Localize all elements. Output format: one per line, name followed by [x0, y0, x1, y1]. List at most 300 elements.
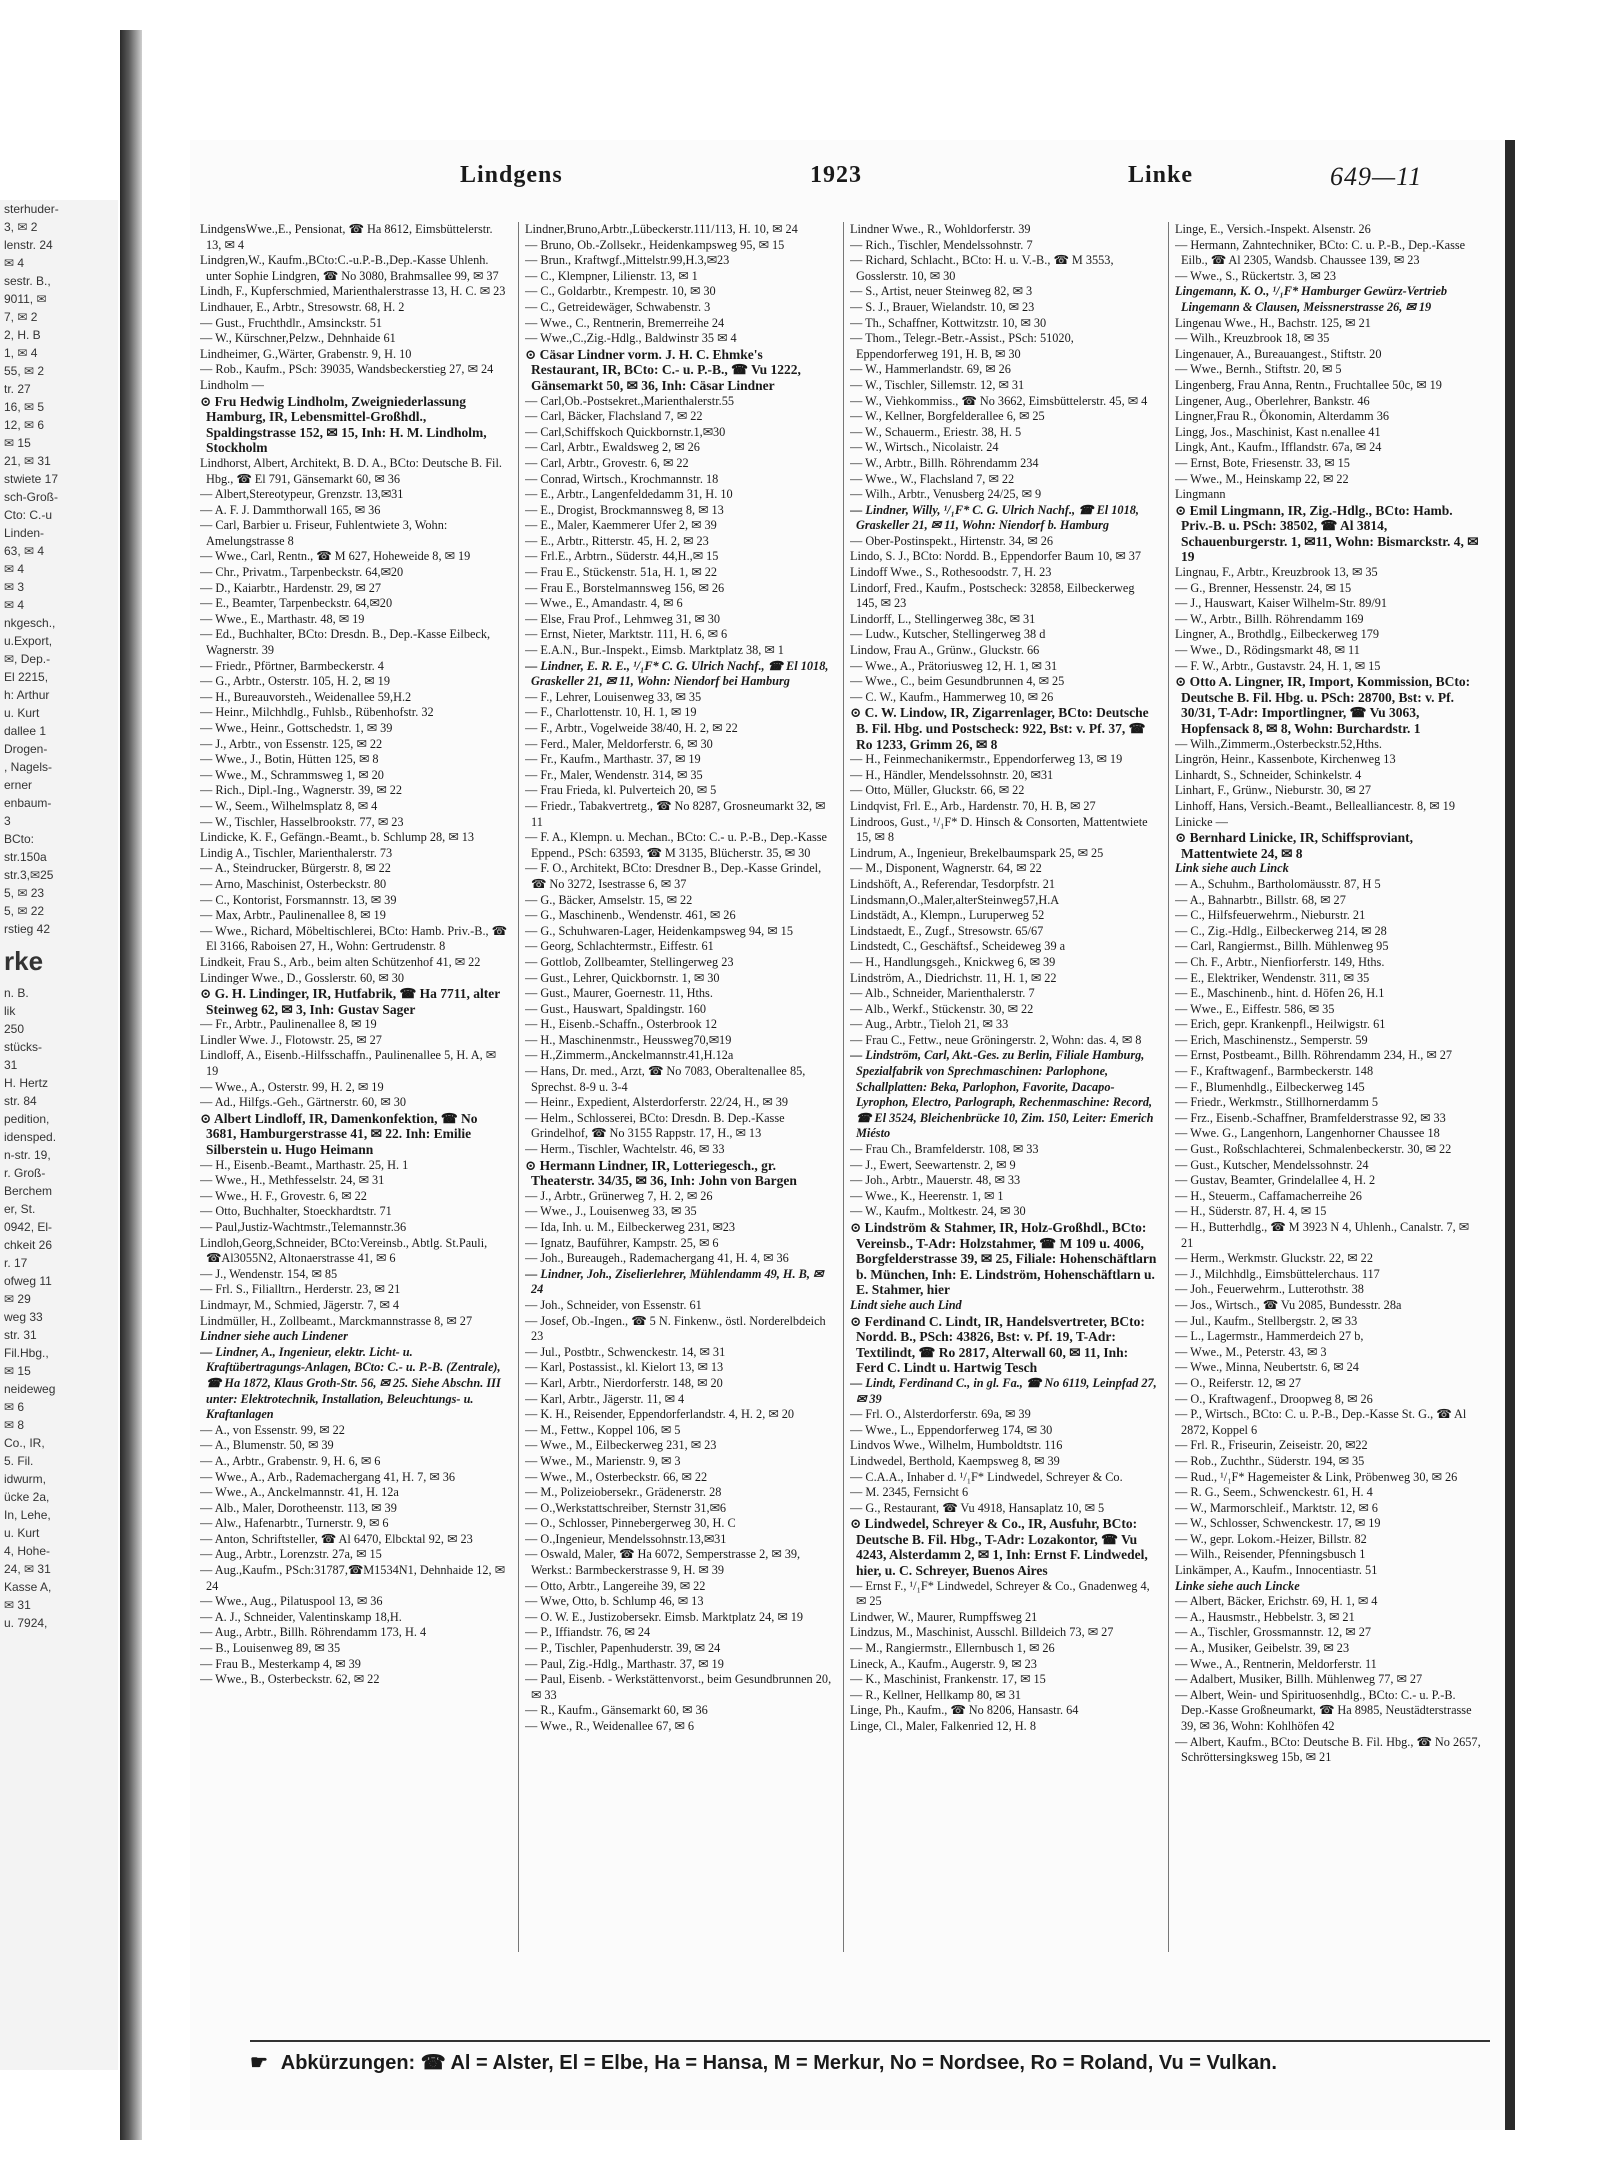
previous-page-line: ✉ 4 [4, 598, 25, 612]
previous-page-line: ✉, Dep.- [4, 652, 51, 666]
directory-entry: — Frl. S., Filialltrn., Herderstr. 23, ✉ 21 [200, 1282, 401, 1297]
previous-page-line: ✉ 15 [4, 1364, 31, 1378]
directory-entry: — Frau E., Borstelmannsweg 156, ✉ 26 [525, 580, 725, 595]
previous-page-line: 9011, ✉ [4, 292, 47, 306]
directory-entry: — Wwe., W., Flachsland 7, ✉ 22 [850, 471, 1015, 486]
directory-entry: Lindstaedt, E., Zugf., Stresowstr. 65/67 [850, 923, 1044, 938]
directory-entry: — Wwe., A., Anckelmannstr. 41, H. 12a [200, 1485, 399, 1500]
directory-entry: Lindsmann,O.,Maler,alterSteinweg57,H.A [850, 892, 1060, 907]
directory-entry: — Gust., Roßschlachterei, Schmalenbeckerstr. 30, ✉ 22 [1175, 1142, 1452, 1157]
previous-page-line: 2, H. B [4, 328, 41, 342]
directory-entry: — Rob., Kaufm., PSch: 39035, Wandsbeckerstieg 27, ✉ 24 [200, 362, 494, 377]
directory-entry: — Wwe., M., Marienstr. 9, ✉ 3 [525, 1453, 681, 1468]
previous-page-line: In, Lehe, [4, 1508, 51, 1522]
abbreviations-text: ☎ Al = Alster, El = Elbe, Ha = Hansa, M = Merkur, No = Nordsee, Ro = Roland, Vu = Vulkan. [420, 2052, 1277, 2074]
directory-entry: Lindqvist, Frl. E., Arb., Hardenstr. 70, H. B, ✉ 27 [850, 798, 1096, 813]
abbreviations-footer [250, 2040, 1490, 2090]
directory-entry: — Karl, Arbtr., Jägerstr. 11, ✉ 4 [525, 1391, 685, 1406]
directory-entry: — Ch. F., Arbtr., Nienfiorferstr. 149, Hths. [1175, 954, 1385, 969]
previous-page-line: 1, ✉ 4 [4, 346, 38, 360]
directory-entry: ⊙ Emil Lingmann, IR, Zig.-Hdlg., BCto: Hamb. Priv.-B. u. PSch: 38502, ☎ Al 3814, Schauenburgerstr. 1, ✉11, Wohn: Bismarckstr. 4, ✉ 19 [1175, 502, 1479, 565]
directory-entry: — Max, Arbtr., Paulinenallee 8, ✉ 19 [200, 908, 386, 923]
directory-entry: Lindgren,W., Kaufm.,BCto:C.-u.P.-B.,Dep.-Kasse Uhlenh. unter Sophie Lindgren, ☎ No 3080, Brahmsallee 99, ✉ 37 [200, 253, 499, 283]
directory-entry: Lingener, Aug., Oberlehrer, Bankstr. 46 [1175, 393, 1370, 408]
directory-entry: — Frl. O., Alsterdorferstr. 69a, ✉ 39 [850, 1407, 1031, 1422]
directory-entry: — Wwe., M., Osterbeckstr. 66, ✉ 22 [525, 1469, 708, 1484]
directory-entry: — C., Kontorist, Forsmannstr. 13, ✉ 39 [200, 892, 397, 907]
header-first-entry: Lindgens [460, 162, 563, 188]
previous-page-line: Kasse A, [4, 1580, 52, 1594]
directory-entry: — E., Drogist, Brockmannsweg 8, ✉ 13 [525, 502, 724, 517]
directory-entry: — H., Maschinenmstr., Heussweg70,✉19 [525, 1032, 732, 1047]
directory-entry: LindgensWwe.,E., Pensionat, ☎ Ha 8612, Eimsbüttelerstr. 13, ✉ 4 [200, 222, 493, 252]
directory-entry: — Wwe., Heinr., Gottschedstr. 1, ✉ 39 [200, 721, 393, 735]
directory-entry: — Frau B., Mesterkamp 4, ✉ 39 [200, 1656, 361, 1671]
directory-entry: ⊙ Lindwedel, Schreyer & Co., IR, Ausfuhr, BCto: Deutsche B. Fil. Hbg., T-Adr: Lozakontor, ☎ Vu 4243, Alsterdamm 2, ✉ 1, Inh: Ernst F. Lindwedel, hier, u. C. Schreyer, Buenos Aires [850, 1516, 1148, 1579]
directory-entry: — Wwe., E., Amandastr. 4, ✉ 6 [525, 596, 683, 611]
directory-entry: — Wilh., Reisender, Pfenningsbusch 1 [1175, 1547, 1366, 1562]
directory-entry: — Frz., Eisenb.-Schaffner, Bramfelderstrasse 92, ✉ 33 [1175, 1110, 1446, 1125]
directory-entry: — H., Steuerm., Caffamacherreihe 26 [1175, 1188, 1362, 1203]
directory-entry: Lindh, F., Kupferschmied, Marienthalerstrasse 13, H. C. ✉ 23 [200, 284, 506, 299]
previous-page-line: 3, ✉ 2 [4, 220, 38, 234]
previous-page-line: ✉ 4 [4, 256, 25, 270]
directory-entry: — A., Hausmstr., Hebbelstr. 3, ✉ 21 [1175, 1609, 1355, 1624]
directory-entry: Lindoff Wwe., S., Rothesoodstr. 7, H. 23 [850, 565, 1052, 580]
previous-page-line: BCto: [4, 832, 35, 846]
directory-entry: — Ferd., Maler, Meldorferstr. 6, ✉ 30 [525, 736, 713, 751]
previous-page-line: str.150a [4, 850, 47, 864]
directory-entry: — C., Hilfsfeuerwehrm., Nieburstr. 21 [1175, 908, 1366, 923]
directory-entry: Linke siehe auch Lincke [1175, 1578, 1300, 1593]
directory-entry: — L., Lagermstr., Hammerdeich 27 b, [1175, 1329, 1364, 1344]
directory-entry: — J., Arbtr., von Essenstr. 125, ✉ 22 [200, 736, 383, 751]
directory-entry: — Joh., Bureaugeh., Rademachergang 41, H. 4, ✉ 36 [525, 1251, 789, 1266]
directory-entry: — Wwe., M., Schrammsweg 1, ✉ 20 [200, 767, 384, 782]
directory-entry: ⊙ C. W. Lindow, IR, Zigarrenlager, BCto: Deutsche B. Fil. Hbg. und Postscheck: 922, Bst: v. Pf. 37, ☎ Ro 1233, Grimm 26, ✉ 8 [850, 705, 1149, 752]
directory-entry: — H., Eisenb.-Schaffn., Osterbrook 12 [525, 1017, 718, 1032]
directory-entry: — Ober-Postinspekt., Hirtenstr. 34, ✉ 26 [850, 533, 1054, 548]
previous-page-fragment [0, 200, 118, 2070]
directory-entry: — Karl, Postassist., kl. Kielort 13, ✉ 13 [525, 1360, 724, 1375]
page-header [190, 140, 1505, 200]
directory-entry: — A., Schuhm., Bartholomäusstr. 87, H 5 [1175, 876, 1381, 891]
previous-page-line: 0942, El- [4, 1220, 53, 1234]
directory-entry: — C. W., Kaufm., Hammerweg 10, ✉ 26 [850, 689, 1054, 704]
directory-entry: — Erich, Maschinenstz., Semperstr. 59 [1175, 1032, 1368, 1047]
directory-entry: Lindow, Frau A., Grünw., Gluckstr. 66 [850, 643, 1040, 658]
directory-entry: — Wwe., L., Eppendorferweg 174, ✉ 30 [850, 1422, 1053, 1437]
directory-entry: — A., Arbtr., Grabenstr. 9, H. 6, ✉ 6 [200, 1453, 381, 1468]
directory-entry: — W., Arbtr., Billh. Röhrendamm 169 [1175, 611, 1364, 626]
directory-entry: — Paul, Zig.-Hdlg., Marthastr. 37, ✉ 19 [525, 1656, 724, 1671]
directory-entry: Lindrum, A., Ingenieur, Brekelbaumspark 25, ✉ 25 [850, 845, 1104, 860]
previous-page-line: n-str. 19, [4, 1148, 51, 1162]
directory-entry: — W., Hammerlandstr. 69, ✉ 26 [850, 362, 1011, 377]
directory-entry: — W., Schlosser, Schwenckestr. 17, ✉ 19 [1175, 1516, 1381, 1531]
directory-entry: Lindhauer, E., Arbtr., Stresowstr. 68, H. 2 [200, 299, 405, 314]
directory-entry: — O.,Ingenieur, Mendelssohnstr.13,✉31 [525, 1531, 727, 1546]
directory-entry: Lingner,Frau R., Ökonomin, Alterdamm 36 [1175, 409, 1389, 424]
directory-entry: — Josef, Ob.-Ingen., ☎ 5 N. Finkenw., östl. Norderelbdeich 23 [525, 1313, 826, 1344]
previous-page-line: 31 [4, 1058, 18, 1072]
page-number: 649—11 [1330, 162, 1423, 191]
previous-page-line: dallee 1 [4, 724, 47, 738]
directory-entry: — W., Kellner, Borgfelderallee 6, ✉ 25 [850, 409, 1045, 424]
previous-page-line: nkgesch., [4, 616, 56, 630]
directory-entry: — Hans, Dr. med., Arzt, ☎ No 7083, Oberaltenallee 85, Sprechst. 8-9 u. 3-4 [525, 1064, 806, 1094]
directory-entry: — Joh., Feuerwehrm., Lutterothstr. 38 [1175, 1282, 1364, 1297]
directory-entry: — Wwe., Carl, Rentn., ☎ M 627, Hoheweide 8, ✉ 19 [200, 549, 471, 564]
previous-page-line: ücke 2a, [4, 1490, 50, 1504]
directory-entry: — Lindström, Carl, Akt.-Ges. zu Berlin, Filiale Hamburg, Spezialfabrik von Sprechmaschinen: Parlophone, Schallplatten: Beka, Parlophon, Favorite, Dacapo-Lyrophon, Electro, Parlograph, Rechenmaschine: Record, ☎ El 3524, Bleichenbrücke 10, Zim. 150, Leiter: Emerich Miésto [850, 1048, 1154, 1141]
directory-entry: — Aug., Arbtr., Lorenzstr. 27a, ✉ 15 [200, 1547, 382, 1562]
directory-entry: — E., Maschinenb., hint. d. Höfen 26, H.1 [1175, 986, 1385, 1001]
directory-entry: — Gustav, Beamter, Grindelallee 4, H. 2 [1175, 1173, 1376, 1188]
directory-entry: — A., Tischler, Grossmannstr. 12, ✉ 27 [1175, 1625, 1371, 1640]
directory-entry: — Ida, Inh. u. M., Eilbeckerweg 231, ✉23 [525, 1220, 736, 1234]
directory-entry: — W., Tischler, Sillemstr. 12, ✉ 31 [850, 377, 1025, 392]
previous-page-line: 55, ✉ 2 [4, 364, 45, 378]
directory-entry: — Wwe., A., Prätoriusweg 12, H. 1, ✉ 31 [850, 658, 1058, 673]
directory-entry: — Fr., Kaufm., Marthastr. 37, ✉ 19 [525, 752, 701, 767]
directory-entry: Linhardt, S., Schneider, Schinkelstr. 4 [1175, 767, 1362, 782]
directory-entry: Linhoff, Hans, Versich.-Beamt., Bellealliancestr. 8, ✉ 19 [1175, 798, 1455, 813]
directory-entry: — S., Artist, neuer Steinweg 82, ✉ 3 [850, 284, 1033, 299]
previous-page-line: sch-Groß- [4, 490, 58, 504]
previous-page-line: 5, ✉ 22 [4, 904, 45, 918]
directory-entry: — Ignatz, Bauführer, Kampstr. 25, ✉ 6 [525, 1235, 719, 1250]
directory-entry: — E., Arbtr., Langenfeldedamm 31, H. 10 [525, 487, 733, 502]
directory-entry: — Carl, Barbier u. Friseur, Fuhlentwiete 3, Wohn: Amelungstrasse 8 [200, 518, 448, 548]
directory-entry: — A., von Essenstr. 99, ✉ 22 [200, 1422, 345, 1437]
directory-entry: Lindroos, Gust., ¹/₁F* D. Hinsch & Consorten, Mattentwiete 15, ✉ 8 [850, 814, 1148, 845]
directory-entry: Lindner,Bruno,Arbtr.,Lübeckerstr.111/113, H. 10, ✉ 24 [525, 222, 798, 236]
directory-entry: — Albert, Wein- und Spirituosenhdlg., BCto: C.- u. P.-B. Dep.-Kasse Großneumarkt, ☎ Ha 8985, Neustädterstrasse 39, ✉ 36, Wohn: Kohlhöfen 42 [1175, 1687, 1472, 1733]
directory-entry: — Carl,Schiffskoch Quickbornstr.1,✉30 [525, 424, 726, 439]
directory-entry: — Fr., Arbtr., Paulinenallee 8, ✉ 19 [200, 1017, 377, 1032]
directory-entry: Lindström, A., Diedrichstr. 11, H. 1, ✉ 22 [850, 970, 1057, 985]
directory-entry: — Wwe., M., Heinskamp 22, ✉ 22 [1175, 471, 1349, 486]
directory-entry: — Karl, Arbtr., Nierdorferstr. 148, ✉ 20 [525, 1375, 723, 1390]
directory-entry: — Ernst, Bote, Friesenstr. 33, ✉ 15 [1175, 455, 1350, 470]
directory-entry: — A. F. J. Dammthorwall 165, ✉ 36 [200, 502, 381, 517]
directory-entry: — Wwe., A., Rentnerin, Meldorferstr. 11 [1175, 1656, 1377, 1671]
directory-entry: — Adalbert, Musiker, Billh. Mühlenweg 77, ✉ 27 [1175, 1672, 1423, 1687]
directory-entry: — Wwe., E., Marthastr. 48, ✉ 19 [200, 611, 365, 626]
directory-entry: — H., Eisenb.-Beamt., Marthastr. 25, H. 1 [200, 1157, 409, 1172]
directory-entry: — Aug., Arbtr., Tieloh 21, ✉ 33 [850, 1017, 1009, 1032]
directory-entry: — Lindt, Ferdinand C., in gl. Fa., ☎ No 6119, Leinpfad 27, ✉ 39 [850, 1375, 1157, 1406]
directory-entry: Lindhorst, Albert, Architekt, B. D. A., BCto: Deutsche B. Fil. Hbg., ☎ El 791, Gänsemarkt 60, ✉ 36 [200, 455, 502, 486]
directory-entry: — J., Ewert, Seewartenstr. 2, ✉ 9 [850, 1157, 1016, 1172]
directory-entry: — Wwe., A., Osterstr. 99, H. 2, ✉ 19 [200, 1079, 384, 1094]
directory-entry: — F., Lehrer, Louisenweg 33, ✉ 35 [525, 689, 702, 704]
column-3 [850, 222, 1158, 1952]
directory-entry: Linhart, F., Grünw., Nieburstr. 30, ✉ 27 [1175, 783, 1372, 798]
directory-entry: — Ed., Buchhalter, BCto: Dresdn. B., Dep.-Kasse Eilbeck, Wagnerstr. 39 [200, 627, 491, 658]
directory-entry: — Wwe.,C.,Zig.-Hdlg., Baldwinstr 35 ✉ 4 [525, 331, 737, 346]
directory-entry: Lindwer, W., Maurer, Rumpffsweg 21 [850, 1609, 1038, 1624]
directory-entry: Lingg, Jos., Maschinist, Kast n.enallee 41 [1175, 424, 1381, 439]
directory-entry: — Frl.E., Arbtrn., Süderstr. 44,H.,✉ 15 [525, 549, 719, 564]
previous-page-line: stücks- [4, 1040, 43, 1054]
previous-page-line: rke [4, 946, 44, 976]
directory-entry: Lindkeit, Frau S., Arb., beim alten Schützenhof 41, ✉ 22 [200, 954, 481, 969]
directory-entry: — Heinr., Expedient, Alsterdorferstr. 22/24, H., ✉ 39 [525, 1095, 789, 1110]
directory-entry: — Frau Frieda, kl. Pulverteich 20, ✉ 5 [525, 783, 717, 798]
directory-entry: — Herm., Tischler, Wachtelstr. 46, ✉ 33 [525, 1142, 725, 1157]
previous-page-line: tr. 27 [4, 382, 31, 396]
directory-entry: — Wwe., A., Arb., Rademachergang 41, H. 7, ✉ 36 [200, 1469, 456, 1484]
directory-entry: — A., Musiker, Geibelstr. 39, ✉ 23 [1175, 1641, 1350, 1656]
previous-page-line: r. Groß- [4, 1166, 46, 1180]
directory-entry: — F. O., Architekt, BCto: Dresdner B., Dep.-Kasse Grindel, ☎ No 3272, Isestrasse 6, ✉ 37 [525, 861, 822, 891]
directory-entry: — C., Goldarbtr., Krempestr. 10, ✉ 30 [525, 284, 716, 299]
directory-entry: — W., Kürschner,Pelzw., Dehnhaide 61 [200, 331, 396, 346]
directory-entry: ⊙ Cäsar Lindner vorm. J. H. C. Ehmke's Restaurant, IR, BCto: C.- u. P.-B., ☎ Vu 1222, Gänsemarkt 50, ✉ 36, Inh: Cäsar Lindner [525, 346, 801, 393]
directory-entry: — Joh., Schneider, von Essenstr. 61 [525, 1297, 702, 1312]
previous-page-line: ✉ 31 [4, 1598, 31, 1612]
directory-entry: Lindler Wwe. J., Flotowstr. 25, ✉ 27 [200, 1032, 382, 1047]
previous-page-line: sestr. B., [4, 274, 51, 288]
directory-entry: — M., Polizeiobersekr., Grädenerstr. 28 [525, 1485, 722, 1500]
directory-entry: — Carl, Arbtr., Grovestr. 6, ✉ 22 [525, 455, 689, 470]
directory-entry: — G., Arbtr., Osterstr. 105, H. 2, ✉ 19 [200, 674, 390, 689]
directory-entry: — Rich., Tischler, Mendelssohnstr. 7 [850, 237, 1033, 252]
directory-entry: — Wwe., B., Osterbeckstr. 62, ✉ 22 [200, 1672, 380, 1687]
directory-page [190, 140, 1515, 2130]
directory-entry: — Albert, Kaufm., BCto: Deutsche B. Fil. Hbg., ☎ No 2657, Schröttersingksweg 15b, ✉ 21 [1175, 1734, 1481, 1765]
directory-entry: — D., Kaiarbtr., Hardenstr. 29, ✉ 27 [200, 580, 382, 595]
directory-entry: — Rob., Zuchthr., Süderstr. 194, ✉ 35 [1175, 1453, 1365, 1468]
directory-entry: — Wwe., C., beim Gesundbrunnen 4, ✉ 25 [850, 674, 1065, 689]
directory-entry: ⊙ Ferdinand C. Lindt, IR, Handelsvertreter, BCto: Nordd. B., PSch: 43826, Bst: v. Pf. 19, T-Adr: Textilindt, ☎ Ro 2817, Alterwall 60, ✉ 11, Inh: Ferd C. Lindt u. Hartwig Tesch [850, 1313, 1145, 1376]
previous-page-line: Berchem [4, 1184, 53, 1198]
directory-entry: Lindwedel, Berthold, Kaempsweg 8, ✉ 39 [850, 1453, 1060, 1468]
directory-entry: — Aug., Arbtr., Billh. Röhrendamm 173, H. 4 [200, 1625, 427, 1640]
previous-page-line: 4, Hohe- [4, 1544, 51, 1558]
directory-entry: Linicke — [1175, 814, 1228, 829]
directory-entry: — H.,Zimmerm.,Anckelmannstr.41,H.12a [525, 1048, 734, 1063]
previous-page-line: lenstr. 24 [4, 238, 53, 252]
directory-entry: ⊙ Otto A. Lingner, IR, Import, Kommission, BCto: Deutsche B. Fil. Hbg. u. PSch: 28700, Bst: v. Pf. 30/31, T-Adr: Importlingner, ☎ Vu 3063, Hopfensack 8, ✉ 8, Wohn: Burchardstr. 1 [1175, 674, 1471, 736]
directory-entry: Lindheimer, G.,Wärter, Grabenstr. 9, H. 10 [200, 346, 412, 361]
column-divider [843, 222, 844, 1952]
directory-entry: — Wwe., C., Rentnerin, Bremerreihe 24 [525, 315, 725, 330]
directory-entry: Linge, Ph., Kaufm., ☎ No 8206, Hansastr. 64 [850, 1703, 1079, 1718]
previous-page-line: stwiete 17 [4, 472, 59, 486]
directory-entry: — Wwe., M., Peterstr. 43, ✉ 3 [1175, 1344, 1327, 1359]
directory-entry: — G., Schuhwaren-Lager, Heidenkampsweg 94, ✉ 15 [525, 923, 793, 938]
directory-entry: — Wwe., J., Louisenweg 33, ✉ 35 [525, 1204, 697, 1219]
directory-entry: — Lindner, E. R. E., ¹/₁F* C. G. Ulrich Nachf., ☎ El 1018, Graskeller 21, ✉ 11, Wohn: Niendorf bei Hamburg [525, 658, 829, 689]
directory-entry: — W., Wirtsch., Nicolaistr. 24 [850, 440, 999, 455]
previous-page-line: u. Kurt [4, 706, 40, 720]
directory-entry: — F., Blumenhdlg., Eilbeckerweg 145 [1175, 1079, 1365, 1094]
directory-entry: Lindt siehe auch Lind [850, 1297, 962, 1312]
directory-entry: Lindner siehe auch Lindener [200, 1329, 348, 1344]
directory-entry: — E., Arbtr., Ritterstr. 45, H. 2, ✉ 23 [525, 533, 709, 548]
directory-entry: — Wwe., E., Eiffestr. 586, ✉ 35 [1175, 1001, 1335, 1016]
directory-entry: — Friedr., Pförtner, Barmbeckerstr. 4 [200, 658, 384, 673]
directory-entry: — F., Arbtr., Vogelweide 38/40, H. 2, ✉ 22 [525, 721, 738, 735]
directory-entry: — Joh., Arbtr., Mauerstr. 48, ✉ 33 [850, 1173, 1021, 1188]
directory-entry: ⊙ Bernhard Linicke, IR, Schiffsproviant, Mattentwiete 24, ✉ 8 [1175, 830, 1413, 861]
directory-entry: — Alb., Schneider, Marienthalerstr. 7 [850, 986, 1035, 1001]
directory-entry: — Fr., Maler, Wendenstr. 314, ✉ 35 [525, 767, 703, 782]
directory-entry: — H., Butterhdlg., ☎ M 3923 N 4, Uhlenh., Canalstr. 7, ✉ 21 [1175, 1220, 1470, 1250]
previous-page-line: , Nagels- [4, 760, 53, 774]
directory-entry: Lingner, A., Brothdlg., Eilbeckerweg 179 [1175, 627, 1380, 642]
directory-entry: — Friedr., Werkmstr., Stillhornerdamm 5 [1175, 1095, 1379, 1110]
pointing-hand-icon: ☛ [250, 2052, 268, 2074]
directory-entry: — Ernst, Postbeamt., Billh. Röhrendamm 234, H., ✉ 27 [1175, 1048, 1453, 1063]
directory-entry: — Alw., Hafenarbtr., Turnerstr. 9, ✉ 6 [200, 1516, 389, 1531]
previous-page-line: ✉ 4 [4, 562, 25, 576]
directory-entry: — Wilh., Arbtr., Venusberg 24/25, ✉ 9 [850, 487, 1042, 502]
directory-entry: Lindicke, K. F., Gefängn.-Beamt., b. Schlump 28, ✉ 13 [200, 830, 475, 845]
directory-entry: — Friedr., Tabakvertretg., ☎ No 8287, Grosneumarkt 32, ✉ 11 [525, 798, 826, 829]
column-1 [200, 222, 508, 1952]
directory-entry: — Jul., Kaufm., Stellbergstr. 2, ✉ 33 [1175, 1313, 1358, 1328]
directory-entry: Linge, Cl., Maler, Falkenried 12, H. 8 [850, 1719, 1036, 1733]
directory-entry: Lingenau Wwe., H., Bachstr. 125, ✉ 21 [1175, 315, 1371, 330]
directory-entry: — C., Klempner, Lilienstr. 13, ✉ 1 [525, 268, 698, 283]
directory-entry: — Else, Frau Prof., Lehmweg 31, ✉ 30 [525, 611, 721, 626]
directory-entry: — J., Arbtr., Grünerweg 7, H. 2, ✉ 26 [525, 1188, 713, 1203]
directory-entry: — M., Disponent, Wagnerstr. 64, ✉ 22 [850, 861, 1042, 876]
previous-page-line: Drogen- [4, 742, 48, 756]
directory-entry: — A., Bahnarbtr., Billstr. 68, ✉ 27 [1175, 892, 1346, 907]
directory-entry: — F. A., Klempn. u. Mechan., BCto: C.- u. P.-B., Dep.-Kasse Eppend., PSch: 63593, ☎ M 3135, Blücherstr. 35, ✉ 30 [525, 830, 827, 860]
directory-entry: Lindshöft, A., Referendar, Tesdorpfstr. 21 [850, 876, 1056, 891]
previous-page-line: 7, ✉ 2 [4, 310, 38, 324]
directory-entry: — Gust., Hauswart, Spaldingstr. 160 [525, 1001, 707, 1016]
directory-entry: — Wwe., K., Heerenstr. 1, ✉ 1 [850, 1188, 1004, 1203]
directory-entry: — M. 2345, Fernsicht 6 [850, 1485, 969, 1500]
directory-entry: — G., Bäcker, Amselstr. 15, ✉ 22 [525, 892, 693, 907]
directory-entry: — Gottlob, Zollbeamter, Stellingerweg 23 [525, 954, 734, 969]
directory-entry: Lingrön, Heinr., Kassenbote, Kirchenweg 13 [1175, 752, 1396, 767]
previous-page-line: Cto: C.-u [4, 508, 53, 522]
column-divider [1168, 222, 1169, 1952]
directory-entry: Lindloh,Georg,Schneider, BCto:Vereinsb., Abtlg. St.Pauli, ☎Al3055N2, Altonaerstrasse 41, ✉ 6 [200, 1235, 488, 1266]
directory-entry: — W., Marmorschleif., Marktstr. 12, ✉ 6 [1175, 1500, 1378, 1515]
directory-entry: — Chr., Privatm., Tarpenbeckstr. 64,✉20 [200, 565, 404, 580]
previous-page-line: er, St. [4, 1202, 36, 1216]
previous-page-line: 24, ✉ 31 [4, 1562, 51, 1576]
directory-entry: — Wwe. G., Langenhorn, Langenhorner Chaussee 18 [1175, 1126, 1440, 1141]
previous-page-line: 3 [4, 814, 11, 828]
directory-entry: Lindmayr, M., Schmied, Jägerstr. 7, ✉ 4 [200, 1297, 400, 1312]
directory-entry: — J., Milchhdlg., Eimsbüttelerchaus. 117 [1175, 1266, 1380, 1281]
directory-entry: — H., Süderstr. 87, H. 4, ✉ 15 [1175, 1204, 1327, 1219]
directory-entry: — J., Hauswart, Kaiser Wilhelm-Str. 89/91 [1175, 596, 1388, 611]
directory-entry: — Wwe., Minna, Neubertstr. 6, ✉ 24 [1175, 1360, 1359, 1375]
directory-entry: — C., Zig.-Hdlg., Eilbeckerweg 214, ✉ 28 [1175, 923, 1387, 938]
previous-page-line: str. 31 [4, 1328, 37, 1342]
directory-entry: Lindholm — [200, 377, 264, 392]
directory-entry: — O., Schlosser, Pinnebergerweg 30, H. C [525, 1516, 736, 1531]
previous-page-line: ✉ 3 [4, 580, 25, 594]
directory-entry: — Carl, Arbtr., Ewaldsweg 2, ✉ 26 [525, 440, 700, 455]
previous-page-line: H. Hertz [4, 1076, 49, 1090]
directory-entry: — Ad., Hilfgs.-Geh., Gärtnerstr. 60, ✉ 30 [200, 1095, 407, 1110]
directory-entry: — Carl, Bäcker, Flachsland 7, ✉ 22 [525, 409, 703, 424]
previous-page-line: chkeit 26 [4, 1238, 53, 1252]
column-2 [525, 222, 833, 1952]
directory-entry: — M., Fettw., Koppel 106, ✉ 5 [525, 1422, 681, 1437]
directory-entry: — Wwe., J., Botin, Hütten 125, ✉ 8 [200, 752, 379, 767]
directory-entry: Lindner Wwe., R., Wohldorferstr. 39 [850, 222, 1031, 236]
previous-page-line: 21, ✉ 31 [4, 454, 51, 468]
directory-entry: — E., Beamter, Tarpenbeckstr. 64,✉20 [200, 596, 393, 611]
directory-entry: ⊙ Lindström & Stahmer, IR, Holz-Großhdl., BCto: Vereinsb., T-Adr: Holzstahmer, ☎ M 109 u. 4006, Borgfelderstrasse 39, ✉ 25, Filiale: Hohenschäftlarn b. München, Inh: E. Lindström, Hohenschäftlarn u. E. Stahmer, hier [850, 1220, 1157, 1298]
directory-entry: Lindstedt, C., Geschäftsf., Scheideweg 39 a [850, 939, 1066, 954]
previous-page-line: idensped. [4, 1130, 57, 1144]
directory-entry: — G., Maschinenb., Wendenstr. 461, ✉ 26 [525, 908, 736, 923]
directory-entry: Linkämper, A., Kaufm., Innocentiastr. 51 [1175, 1563, 1378, 1578]
column-divider [518, 222, 519, 1952]
directory-entry: — Wwe., R., Weidenallee 67, ✉ 6 [525, 1719, 695, 1733]
directory-entry: — Carl,Ob.-Postsekret.,Marienthalerstr.55 [525, 393, 735, 408]
directory-entry: — Helm., Schlosserei, BCto: Dresdn. B. Dep.-Kasse Grindelhof, ☎ No 3155 Rappstr. 17, H., ✉ 13 [525, 1110, 785, 1141]
directory-entry: — H., Feinmechanikermstr., Eppendorferweg 13, ✉ 19 [850, 752, 1123, 767]
previous-page-line: r. 17 [4, 1256, 28, 1270]
directory-entry: — Wwe., Aug., Pilatuspool 13, ✉ 36 [200, 1594, 383, 1609]
directory-entry: ⊙ Fru Hedwig Lindholm, Zweigniederlassung Hamburg, IR, Lebensmittel-Großhdl., Spaldingstrasse 152, ✉ 15, Inh: H. M. Lindholm, Stockholm [200, 393, 487, 456]
directory-entry: — Frau C., Fettw., neue Gröningerstr. 2, Wohn: das. 4, ✉ 8 [850, 1032, 1142, 1047]
directory-entry: Lindinger Wwe., D., Gosslerstr. 60, ✉ 30 [200, 970, 405, 985]
previous-page-line: El 2215, [4, 670, 49, 684]
directory-entry: — W., Schauerm., Eriestr. 38, H. 5 [850, 424, 1022, 439]
directory-entry: — Wwe, Otto, b. Schlump 46, ✉ 13 [525, 1594, 704, 1609]
directory-entry: — Bruno, Ob.-Zollsekr., Heidenkampsweg 95, ✉ 15 [525, 237, 785, 252]
directory-entry: — Th., Schaffner, Kottwitzstr. 10, ✉ 30 [850, 315, 1047, 330]
directory-entry: — Anton, Schriftsteller, ☎ Al 6470, Elbcktal 92, ✉ 23 [200, 1531, 473, 1546]
directory-entry: — A., Steindrucker, Bürgerstr. 8, ✉ 22 [200, 861, 391, 876]
directory-entry: Lindorf, Fred., Kaufm., Postscheck: 32858, Eilbeckerweg 145, ✉ 23 [850, 580, 1135, 611]
directory-entry: — Carl, Rangiermst., Billh. Mühlenweg 95 [1175, 939, 1389, 954]
directory-entry: — H., Bureauvorsteh., Weidenallee 59,H.2 [200, 689, 412, 704]
directory-entry: — Frl. R., Friseurin, Zeiseistr. 20, ✉22 [1175, 1438, 1368, 1453]
directory-entry: — Rud., ¹/₁F* Hagemeister & Link, Pröbenweg 30, ✉ 26 [1175, 1469, 1458, 1484]
previous-page-line: 5, ✉ 23 [4, 886, 45, 900]
directory-entry: — Wwe., H., Methfesselstr. 24, ✉ 31 [200, 1173, 385, 1188]
directory-entry: — Otto, Arbtr., Langereihe 39, ✉ 22 [525, 1578, 706, 1593]
directory-entry: — Alb., Maler, Dorotheenstr. 113, ✉ 39 [200, 1500, 397, 1515]
directory-entry: — Conrad, Wirtsch., Krochmannstr. 18 [525, 471, 719, 486]
directory-entry: — Aug.,Kaufm., PSch:31787,☎M1534N1, Dehnhaide 12, ✉ 24 [200, 1563, 506, 1593]
directory-entry: — F., Charlottenstr. 10, H. 1, ✉ 19 [525, 705, 697, 720]
previous-page-line: Co., IR, [4, 1436, 45, 1450]
directory-entry: — Wilh.,Zimmerm.,Osterbeckstr.52,Hths. [1175, 736, 1382, 751]
directory-entry: — A. J., Schneider, Valentinskamp 18,H. [200, 1609, 402, 1624]
directory-entry: — O.,Werkstattschreiber, Sternstr 31,✉6 [525, 1500, 727, 1515]
directory-entry: — Erich, gepr. Krankenpfl., Heilwigstr. 61 [1175, 1017, 1386, 1032]
directory-entry: — G., Brenner, Hessenstr. 24, ✉ 15 [1175, 580, 1352, 595]
previous-page-line: str. 84 [4, 1094, 37, 1108]
directory-entry: — Otto, Buchhalter, Stoeckhardtstr. 71 [200, 1204, 392, 1219]
directory-entry: — Gust., Fruchthdlr., Amsinckstr. 51 [200, 315, 383, 330]
directory-entry: — C., Getreidewäger, Schwabenstr. 3 [525, 299, 711, 314]
directory-entry: — P., Iffiandstr. 76, ✉ 24 [525, 1625, 651, 1640]
directory-entry: — Richard, Schlacht., BCto: H. u. V.-B., ☎ M 3553, Gosslerstr. 10, ✉ 30 [850, 253, 1114, 283]
directory-entry: — S. J., Brauer, Wielandstr. 10, ✉ 23 [850, 299, 1035, 314]
directory-entry: — Paul,Justiz-Wachtmstr.,Telemannstr.36 [200, 1220, 407, 1234]
directory-entry: — Brun., Kraftwgf.,Mittelstr.99,H.3,✉23 [525, 253, 730, 268]
